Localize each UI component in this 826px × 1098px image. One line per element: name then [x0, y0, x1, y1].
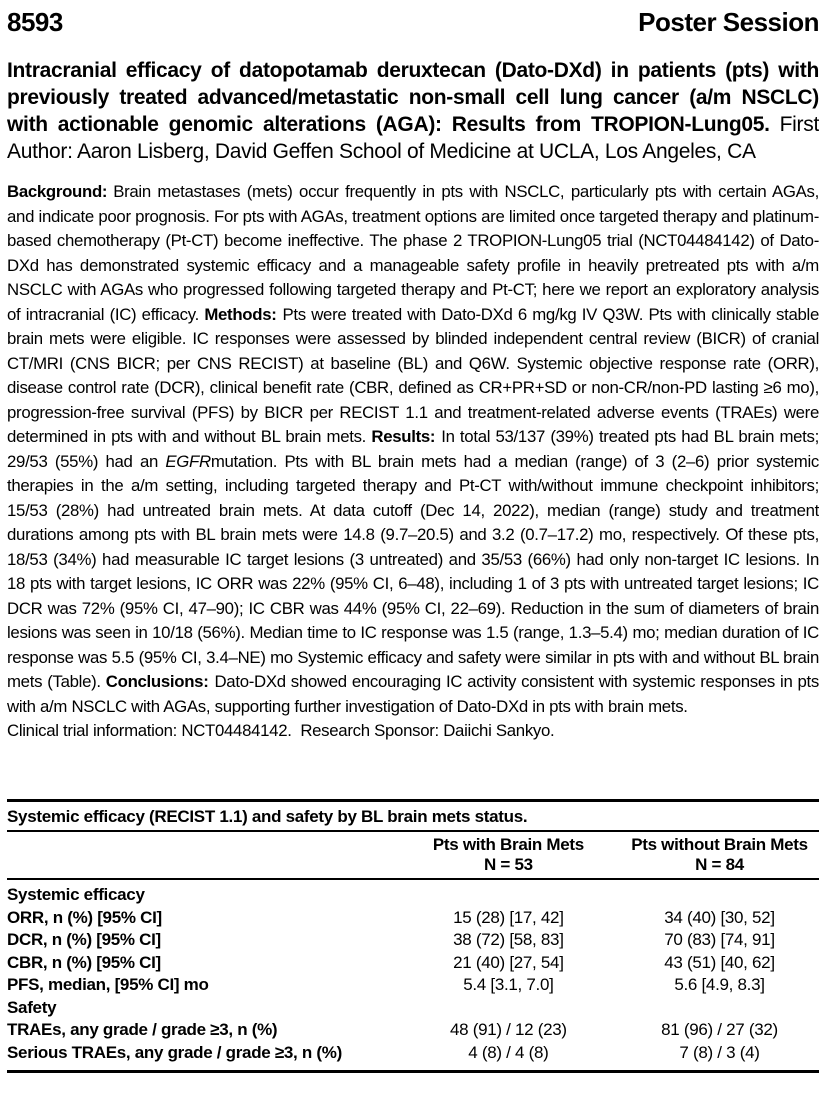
abstract-text: In total 53/137 (39%) treated pts had BL brain mets; 29/53 (55%) had an — [7, 427, 819, 471]
col-header-with-mets-n: N = 53 — [484, 855, 533, 874]
cell-with-mets: 15 (28) [17, 42] — [453, 907, 564, 927]
abstract-body — [7, 180, 819, 794]
col-header-with-mets — [397, 835, 620, 875]
cell-with-mets: 4 (8) / 4 (8) — [468, 1042, 549, 1062]
section-lead: Methods: — [204, 304, 277, 324]
table-section-row — [7, 884, 819, 907]
row-label: TRAEs, any grade / grade ≥3, n (%) — [7, 1020, 278, 1039]
row-label: PFS, median, [95% CI] mo — [7, 975, 209, 994]
cell-with-mets: 48 (91) / 12 (23) — [449, 1020, 567, 1039]
title-byline: First Author: Aaron Lisberg, David Geffen School of Medicine at UCLA, Los Angeles, CA — [7, 113, 819, 163]
italic-text: EGFR — [165, 451, 211, 471]
table-section-row — [7, 997, 819, 1020]
table-header-row — [7, 830, 819, 878]
section-lead: Background: — [7, 182, 108, 201]
row-label: Systemic efficacy — [7, 885, 145, 904]
row-label: Safety — [7, 997, 57, 1017]
abstract-title — [7, 57, 819, 165]
table-body — [7, 878, 819, 1070]
cell-without-mets: 5.6 [4.9, 8.3] — [674, 975, 765, 994]
table-row — [7, 907, 819, 930]
table-caption: Systemic efficacy (RECIST 1.1) and safety by BL brain mets status. — [7, 799, 819, 830]
abstract-text: Dato-DXd showed encouraging IC activity consistent with systemic responses in pts with a/m NSCLC with AGAs, supporting further investigation of Dato-DXd in pts with brain mets. — [7, 672, 819, 716]
col-header-empty — [7, 835, 397, 875]
col-header-without-mets — [620, 835, 819, 875]
section-lead: Conclusions: — [105, 672, 209, 691]
row-label: CBR, n (%) [95% CI] — [7, 952, 161, 972]
cell-without-mets: 7 (8) / 3 (4) — [679, 1042, 760, 1062]
table-row — [7, 952, 819, 975]
title-bold-text: Intracranial efficacy of datopotamab deruxtecan (Dato-DXd) in patients (pts) with previously treated advanced/metastatic non-small cell lung cancer (a/m NSCLC) with actionable genomic alterations (AGA): Results from TROPION-Lung05. — [7, 59, 819, 136]
session-type: Poster Session — [638, 7, 819, 37]
cell-without-mets: 81 (96) / 27 (32) — [661, 1020, 778, 1039]
table-row — [7, 929, 819, 952]
table-row — [7, 974, 819, 997]
section-lead: Results: — [371, 427, 436, 446]
trial-info: Clinical trial information: NCT04484142. Research Sponsor: Daiichi Sankyo. — [7, 721, 555, 740]
abstract-number: 8593 — [7, 7, 63, 37]
abstract-text: mutation. Pts with BL brain mets had a median (range) of 3 (2–6) prior systemic therapies in the a/m setting, including targeted therapy and Pt-CT with/without immune checkpoint inhibitors; 15/53 (28%) had untreated brain mets. At data cutoff (Dec 14, 2022), median (range) study and treatment durations among pts with BL brain mets were 14.8 (9.7–20.5) and 3.2 (0.7–17.2) mo, respectively. Of these pts, 18/53 (34%) had measurable IC target lesions (3 untreated) and 35/53 (66%) had only non-target IC lesions. In 18 pts with target lesions, IC ORR was 22% (95% CI, 6–48), including 1 of 3 pts with untreated target lesions; IC DCR was 72% (95% CI, 47–90); IC CBR was 44% (95% CI, 22–69). Reduction in the sum of diameters of brain lesions was seen in 10/18 (56%). Median time to IC response was 1.5 (range, 1.3–5.4) mo; median duration of IC response was 5.5 (95% CI, 3.4–NE) mo Systemic efficacy and safety were similar in pts with and without BL brain mets (Table). — [7, 451, 819, 691]
cell-without-mets: 34 (40) [30, 52] — [664, 907, 775, 927]
cell-without-mets: 70 (83) [74, 91] — [664, 930, 775, 949]
page-header — [7, 7, 819, 37]
abstract-paragraph — [7, 180, 819, 719]
cell-with-mets: 21 (40) [27, 54] — [453, 952, 564, 972]
row-label: ORR, n (%) [95% CI] — [7, 907, 162, 927]
abstract-text: Brain metastases (mets) occur frequently in pts with NSCLC, particularly pts with certain AGAs, and indicate poor prognosis. For pts with AGAs, treatment options are limited once targeted therapy and platinum-based chemotherapy (Pt-CT) become ineffective. The phase 2 TROPION-Lung05 trial (NCT04484142) of Dato-DXd has demonstrated systemic efficacy and a manageable safety profile in heavily pretreated pts with a/m NSCLC with AGAs who progressed following targeted therapy and Pt-CT; here we report an exploratory analysis of intracranial (IC) efficacy. — [7, 182, 819, 324]
col-header-without-mets-title: Pts without Brain Mets — [631, 835, 808, 854]
col-header-without-mets-n: N = 84 — [695, 855, 744, 874]
results-table — [7, 799, 819, 1073]
row-label: Serious TRAEs, any grade / grade ≥3, n (%) — [7, 1042, 342, 1062]
row-label: DCR, n (%) [95% CI] — [7, 930, 161, 949]
cell-with-mets: 5.4 [3.1, 7.0] — [463, 975, 554, 994]
cell-without-mets: 43 (51) [40, 62] — [664, 952, 775, 972]
cell-with-mets: 38 (72) [58, 83] — [453, 930, 564, 949]
col-header-with-mets-title: Pts with Brain Mets — [432, 835, 584, 854]
table-row — [7, 1042, 819, 1065]
table-row — [7, 1019, 819, 1042]
abstract-text: Pts were treated with Dato-DXd 6 mg/kg IV Q3W. Pts with clinically stable brain mets were eligible. IC responses were assessed by blinded independent central review (BICR) of cranial CT/MRI (CNS BICR; per CNS RECIST) at baseline (BL) and Q6W. Systemic objective response rate (ORR), disease control rate (DCR), clinical benefit rate (CBR, defined as CR+PR+SD or non-CR/non-PD lasting ≥6 mo), progression-free survival (PFS) by BICR per RECIST 1.1 and treatment-related adverse events (TRAEs) were determined in pts with and without BL brain mets. — [7, 304, 819, 446]
